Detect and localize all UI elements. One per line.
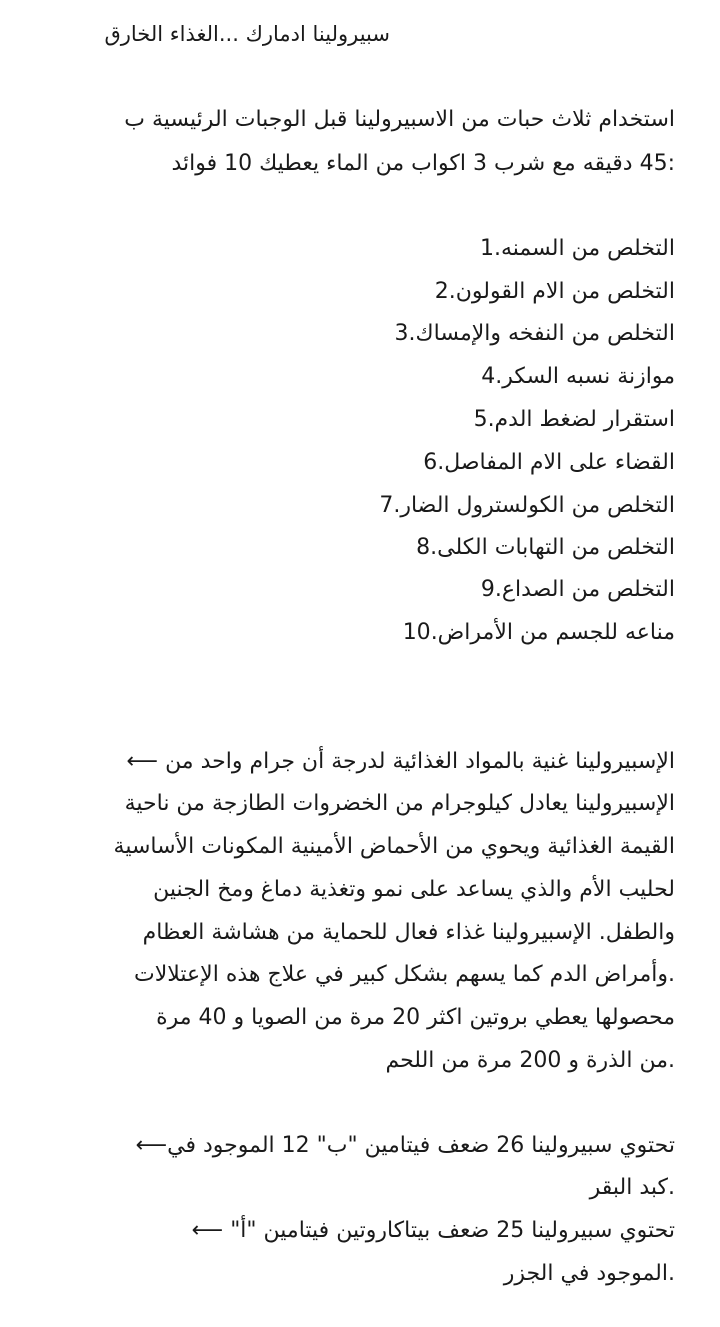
benefit-item: التخلص من التهابات الكلى.8 xyxy=(416,535,675,560)
note-title: سبيرولينا ادمارك ...الغذاء الخارق xyxy=(104,22,390,46)
benefit-item: موازنة نسبه السكر.4 xyxy=(481,364,675,389)
intro-line: :45 دقيقه مع شرب 3 اكواب من الماء يعطيك 10 فوائد xyxy=(171,151,675,176)
benefit-item: التخلص من الكولسترول الضار.7 xyxy=(379,493,675,518)
benefit-item: التخلص من الصداع.9 xyxy=(480,577,675,602)
benefit-item: التخلص من النفخه والإمساك.3 xyxy=(394,321,675,346)
paragraph-line: لحليب الأم والذي يساعد على نمو وتغذية دماغ ومخ الجنين xyxy=(153,877,675,902)
paragraph-line: الإسبيرولينا يعادل كيلوجرام من الخضروات الطازجة من ناحية xyxy=(124,791,675,816)
paragraph-line: محصولها يعطي بروتين اكثر 20 مرة من الصويا و 40 مرة xyxy=(156,1005,675,1030)
vitamin-line: .كبد البقر xyxy=(589,1175,675,1200)
vitamin-line: تحتوي سبيرولينا 26 ضعف فيتامين "ب" 12 الموجود في⟵ xyxy=(135,1133,675,1158)
paragraph-line: الإسبيرولينا غنية بالمواد الغذائية لدرجة أن جرام واحد من ⟵ xyxy=(126,749,675,774)
paragraph-line: والطفل. الإسبيرولينا غذاء فعال للحماية من هشاشة العظام xyxy=(142,920,675,945)
benefit-item: التخلص من السمنه.1 xyxy=(480,236,675,261)
intro-line: استخدام ثلاث حبات من الاسبيرولينا قبل الوجبات الرئيسية ب xyxy=(124,107,675,132)
benefit-item: التخلص من الام القولون.2 xyxy=(434,279,675,304)
benefit-item: مناعه للجسم من الأمراض.10 xyxy=(402,620,675,645)
benefit-item: استقرار لضغط الدم.5 xyxy=(473,407,675,432)
vitamin-line: تحتوي سبيرولينا 25 ضعف بيتاكاروتين فيتامين "أ" ⟵ xyxy=(191,1218,675,1243)
paragraph-line: .وأمراض الدم كما يسهم بشكل كبير في علاج هذه الإعتلالات xyxy=(134,962,675,987)
vitamin-line: .الموجود في الجزر xyxy=(503,1261,675,1286)
paragraph-line: .من الذرة و 200 مرة من اللحم xyxy=(385,1048,675,1073)
benefit-item: القضاء على الام المفاصل.6 xyxy=(423,450,675,475)
paragraph-line: القيمة الغذائية ويحوي من الأحماض الأمينية المكونات الأساسية xyxy=(113,834,675,859)
